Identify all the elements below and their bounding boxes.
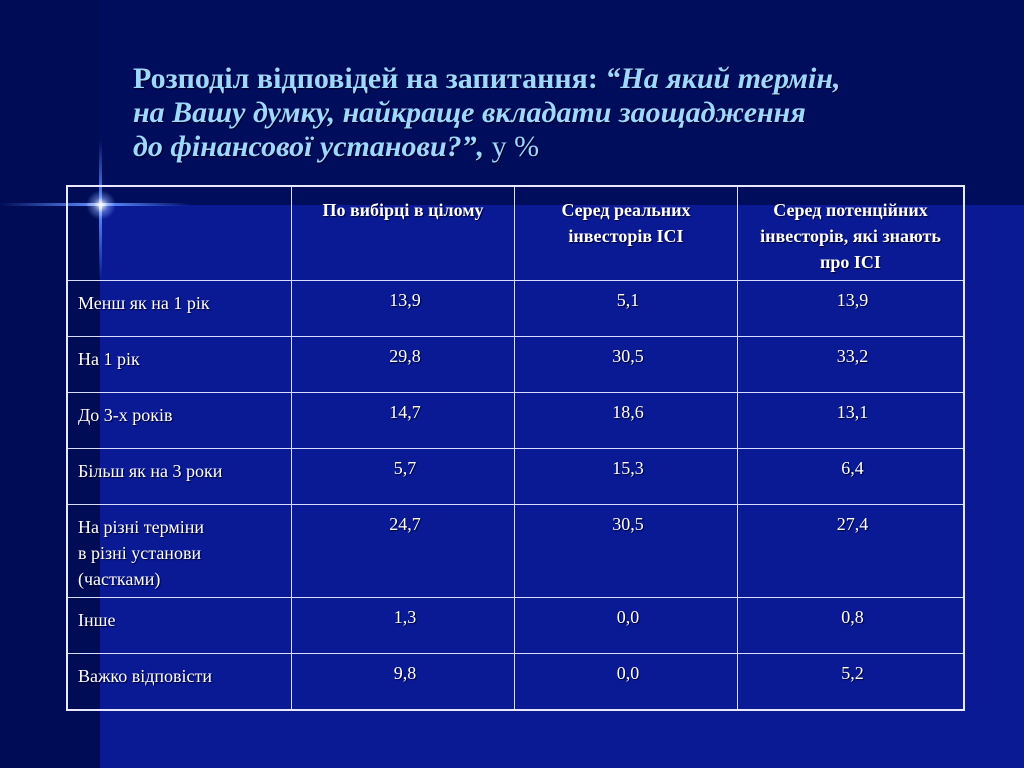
table-row — [67, 654, 964, 711]
cell-potential-investors: 5,2 — [738, 654, 965, 711]
cell-total-sample: 14,7 — [292, 393, 515, 449]
row-label-line: (частками) — [78, 569, 161, 589]
row-label — [67, 505, 292, 598]
header-potential-investors: Серед потенційних інвесторів, які знають про ІСІ — [738, 186, 965, 281]
table-row — [67, 449, 964, 505]
table-row — [67, 598, 964, 654]
cell-real-investors: 0,0 — [515, 598, 738, 654]
cell-total-sample: 24,7 — [292, 505, 515, 598]
row-label: Важко відповісти — [67, 654, 292, 711]
cell-real-investors: 30,5 — [515, 505, 738, 598]
cell-total-sample: 29,8 — [292, 337, 515, 393]
row-label-line: На різні терміни — [78, 517, 204, 537]
row-label: До 3-х років — [67, 393, 292, 449]
cell-potential-investors: 33,2 — [738, 337, 965, 393]
table-row — [67, 393, 964, 449]
row-label: Менш як на 1 рік — [67, 281, 292, 337]
table-row — [67, 337, 964, 393]
cell-total-sample: 1,3 — [292, 598, 515, 654]
title-question-line-1: “На який термін, — [605, 62, 841, 95]
row-label: На 1 рік — [67, 337, 292, 393]
cell-real-investors: 18,6 — [515, 393, 738, 449]
header-real-investors: Серед реальних інвесторів ІСІ — [515, 186, 738, 281]
title-question-line-3: до фінансової установи?”, — [133, 130, 485, 163]
cell-total-sample: 5,7 — [292, 449, 515, 505]
row-label-line: в різні установи — [78, 543, 202, 563]
results-table — [66, 185, 965, 711]
cell-real-investors: 30,5 — [515, 337, 738, 393]
title-prefix: Розподіл відповідей на запитання: — [133, 62, 606, 95]
cell-potential-investors: 27,4 — [738, 505, 965, 598]
cell-total-sample: 13,9 — [292, 281, 515, 337]
cell-real-investors: 15,3 — [515, 449, 738, 505]
header-corner-cell — [67, 186, 292, 281]
cell-potential-investors: 0,8 — [738, 598, 965, 654]
slide-title — [133, 62, 993, 164]
header-total-sample: По вибірці в цілому — [292, 186, 515, 281]
table-row — [67, 281, 964, 337]
row-label: Більш як на 3 роки — [67, 449, 292, 505]
title-question-line-2: на Вашу думку, найкраще вкладати заощадження — [133, 96, 806, 129]
table-row — [67, 505, 964, 598]
row-label: Інше — [67, 598, 292, 654]
cell-real-investors: 0,0 — [515, 654, 738, 711]
table-header-row — [67, 186, 964, 281]
cell-potential-investors: 13,1 — [738, 393, 965, 449]
cell-potential-investors: 13,9 — [738, 281, 965, 337]
cell-total-sample: 9,8 — [292, 654, 515, 711]
title-unit: у % — [484, 130, 540, 163]
cell-real-investors: 5,1 — [515, 281, 738, 337]
cell-potential-investors: 6,4 — [738, 449, 965, 505]
